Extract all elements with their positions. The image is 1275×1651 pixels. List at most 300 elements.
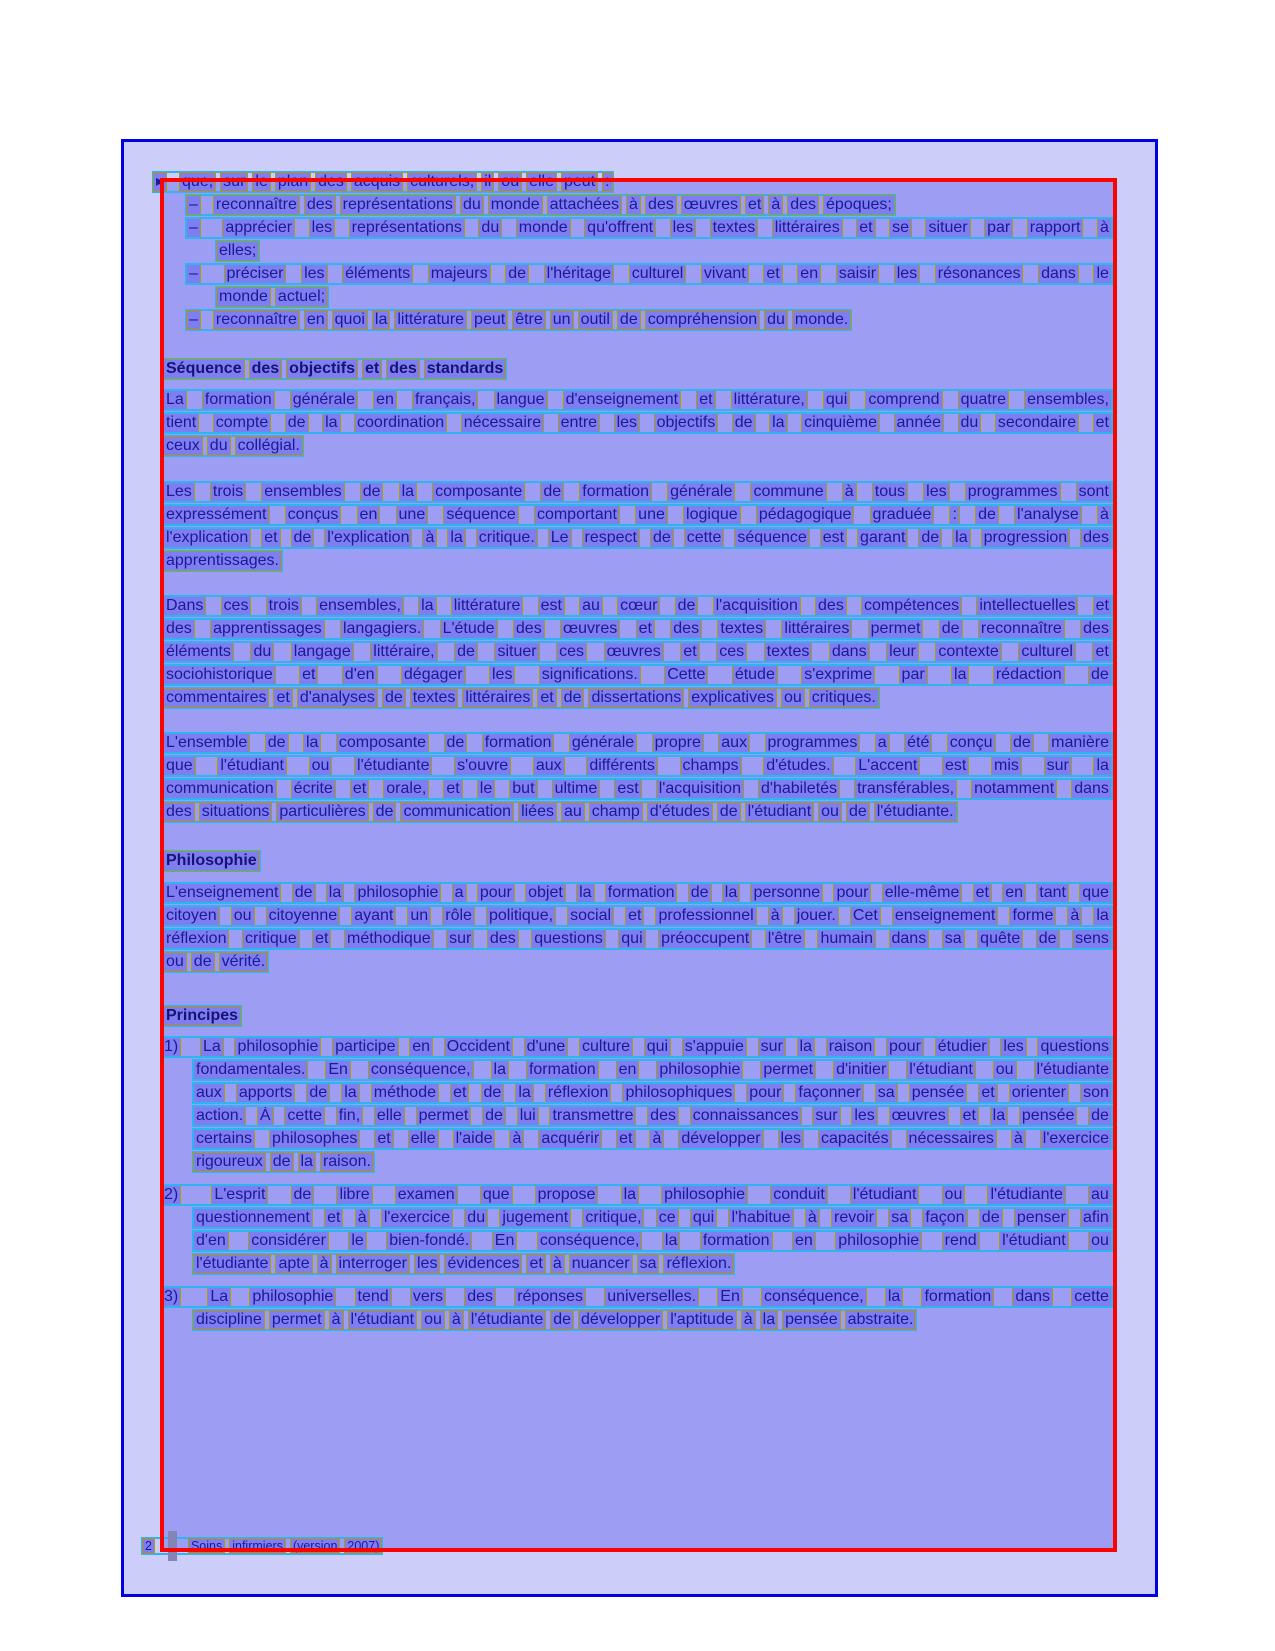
word-highlight-box[interactable]: l'étudiante	[990, 1186, 1063, 1203]
word-highlight-box[interactable]: des	[790, 196, 817, 213]
word-highlight-box[interactable]: En	[328, 1061, 348, 1078]
word-highlight-box[interactable]: de	[719, 803, 738, 820]
word-highlight-box[interactable]: notamment	[974, 780, 1055, 797]
word-highlight-box[interactable]: l'aide	[455, 1130, 493, 1147]
word-highlight-box[interactable]: à	[629, 196, 638, 213]
word-highlight-box[interactable]: les	[672, 219, 694, 236]
footer-word-highlight-box[interactable]: (version	[292, 1539, 338, 1553]
word-highlight-box[interactable]: et	[276, 689, 290, 706]
word-highlight-box[interactable]: conséquence,	[370, 1061, 471, 1078]
word-highlight-box[interactable]: compte	[215, 414, 269, 431]
word-highlight-box[interactable]: questions	[1040, 1038, 1109, 1055]
word-highlight-box[interactable]: jugement	[502, 1209, 569, 1226]
word-highlight-box[interactable]: en	[800, 265, 819, 282]
word-highlight-box[interactable]: est	[822, 529, 845, 546]
word-highlight-box[interactable]: littéraires	[465, 689, 531, 706]
word-highlight-box[interactable]: bien-fondé.	[389, 1232, 470, 1249]
word-highlight-box[interactable]: des	[489, 930, 516, 947]
word-highlight-box[interactable]: reconnaître	[980, 620, 1062, 637]
word-highlight-box[interactable]: qui	[621, 930, 643, 947]
word-highlight-box[interactable]: philosophie	[664, 1186, 746, 1203]
word-highlight-box[interactable]: quoi	[334, 311, 365, 328]
word-highlight-box[interactable]: de	[553, 1311, 572, 1328]
word-highlight-box[interactable]: l'étudiant	[747, 803, 812, 820]
word-highlight-box[interactable]: du	[767, 311, 785, 328]
word-highlight-box[interactable]: contexte	[938, 643, 999, 660]
word-highlight-box[interactable]: à	[425, 529, 435, 546]
word-highlight-box[interactable]: En	[494, 1232, 515, 1249]
word-highlight-box[interactable]: revoir	[833, 1209, 874, 1226]
word-highlight-box[interactable]: dissertations	[591, 689, 682, 706]
word-highlight-box[interactable]: sens	[1075, 930, 1109, 947]
word-highlight-box[interactable]: et	[315, 930, 329, 947]
word-highlight-box[interactable]: graduée	[872, 506, 932, 523]
word-highlight-box[interactable]: textes	[720, 620, 764, 637]
word-highlight-box[interactable]: textes	[712, 219, 756, 236]
word-highlight-box[interactable]: champs	[682, 757, 739, 774]
word-highlight-box[interactable]: d'études	[649, 803, 710, 820]
word-highlight-box[interactable]: politique,	[489, 907, 554, 924]
word-highlight-box[interactable]: l'étudiante	[470, 1311, 544, 1328]
word-highlight-box[interactable]: reconnaître	[215, 311, 297, 328]
word-highlight-box[interactable]: et	[1095, 414, 1109, 431]
word-highlight-box[interactable]: a	[877, 734, 887, 751]
word-highlight-box[interactable]: de	[485, 1107, 503, 1124]
word-highlight-box[interactable]: rôle	[445, 907, 472, 924]
word-highlight-box[interactable]: en	[618, 1061, 637, 1078]
word-highlight-box[interactable]: sociohistorique	[166, 666, 273, 683]
word-highlight-box[interactable]: réflexion	[166, 930, 227, 947]
word-highlight-box[interactable]: Principes	[166, 1007, 239, 1024]
word-highlight-box[interactable]: examen	[397, 1186, 455, 1203]
word-highlight-box[interactable]: et	[981, 1084, 995, 1101]
word-highlight-box[interactable]: monde	[490, 196, 540, 213]
word-highlight-box[interactable]: une	[398, 506, 426, 523]
word-highlight-box[interactable]: de	[362, 483, 381, 500]
word-highlight-box[interactable]: générale	[670, 483, 733, 500]
word-highlight-box[interactable]: raison.	[322, 1153, 371, 1170]
word-highlight-box[interactable]: sa	[877, 1084, 895, 1101]
word-highlight-box[interactable]: résonances	[937, 265, 1021, 282]
list-marker[interactable]: ▸	[156, 173, 165, 190]
word-highlight-box[interactable]: commune	[753, 483, 824, 500]
word-highlight-box[interactable]: acquis	[353, 173, 401, 190]
word-highlight-box[interactable]: à	[331, 1311, 341, 1328]
word-highlight-box[interactable]: compréhension	[647, 311, 758, 328]
word-highlight-box[interactable]: Occident	[446, 1038, 510, 1055]
word-highlight-box[interactable]: au	[1091, 1186, 1109, 1203]
word-highlight-box[interactable]: Dans	[166, 597, 204, 614]
list-marker[interactable]: 1)	[164, 1038, 179, 1055]
word-highlight-box[interactable]: ou	[233, 907, 252, 924]
word-highlight-box[interactable]: action.	[196, 1107, 244, 1124]
word-highlight-box[interactable]: un	[552, 311, 571, 328]
word-highlight-box[interactable]: La	[166, 391, 184, 408]
word-highlight-box[interactable]: sa	[639, 1255, 657, 1272]
word-highlight-box[interactable]: l'étudiante	[196, 1255, 269, 1272]
word-highlight-box[interactable]: composante	[435, 483, 523, 500]
word-highlight-box[interactable]: à	[1099, 219, 1109, 236]
word-highlight-box[interactable]: formation	[484, 734, 552, 751]
word-highlight-box[interactable]: humain	[820, 930, 873, 947]
word-highlight-box[interactable]: ce	[658, 1209, 676, 1226]
word-highlight-box[interactable]: quête	[980, 930, 1021, 947]
word-highlight-box[interactable]: par	[987, 219, 1011, 236]
word-highlight-box[interactable]: orale,	[386, 780, 427, 797]
word-highlight-box[interactable]: par	[901, 666, 925, 683]
word-highlight-box[interactable]: objectifs	[656, 414, 716, 431]
word-highlight-box[interactable]: la	[401, 483, 415, 500]
word-highlight-box[interactable]: personne	[753, 884, 821, 901]
word-highlight-box[interactable]: que	[166, 757, 193, 774]
word-highlight-box[interactable]: monde.	[794, 311, 849, 328]
word-highlight-box[interactable]: à	[844, 483, 854, 500]
word-highlight-box[interactable]: dans	[831, 643, 867, 660]
word-highlight-box[interactable]: et	[529, 1255, 543, 1272]
word-highlight-box[interactable]: à	[1013, 1130, 1023, 1147]
word-highlight-box[interactable]: la	[325, 414, 338, 431]
word-highlight-box[interactable]: formation	[924, 1288, 992, 1305]
word-highlight-box[interactable]: à	[357, 1209, 367, 1226]
word-highlight-box[interactable]: L'ensemble	[166, 734, 248, 751]
word-highlight-box[interactable]: plan	[277, 173, 309, 190]
word-highlight-box[interactable]: vérité.	[221, 953, 266, 970]
word-highlight-box[interactable]: La	[202, 1038, 221, 1055]
word-highlight-box[interactable]: ou	[784, 689, 802, 706]
word-highlight-box[interactable]: capacités	[820, 1130, 889, 1147]
word-highlight-box[interactable]: l'étudiant	[1002, 1232, 1066, 1249]
word-highlight-box[interactable]: des	[515, 620, 542, 637]
word-highlight-box[interactable]: de	[287, 414, 306, 431]
word-highlight-box[interactable]: L'étude	[442, 620, 495, 637]
word-highlight-box[interactable]: l'héritage	[546, 265, 612, 282]
word-highlight-box[interactable]: de	[508, 265, 527, 282]
word-highlight-box[interactable]: et	[699, 391, 713, 408]
word-highlight-box[interactable]: critique	[245, 930, 297, 947]
word-highlight-box[interactable]: lui	[519, 1107, 536, 1124]
word-highlight-box[interactable]: la	[1096, 757, 1109, 774]
word-highlight-box[interactable]: œuvres	[683, 196, 738, 213]
word-highlight-box[interactable]: et	[962, 1107, 976, 1124]
word-highlight-box[interactable]: Cet	[852, 907, 878, 924]
word-highlight-box[interactable]: saisir	[838, 265, 877, 282]
word-highlight-box[interactable]: à	[1070, 907, 1080, 924]
word-highlight-box[interactable]: et	[859, 219, 873, 236]
word-highlight-box[interactable]: éléments	[345, 265, 411, 282]
word-highlight-box[interactable]: cette	[287, 1107, 323, 1124]
word-highlight-box[interactable]: œuvres	[891, 1107, 946, 1124]
word-highlight-box[interactable]: sur	[1046, 757, 1069, 774]
word-highlight-box[interactable]: apprentissages	[213, 620, 322, 637]
word-highlight-box[interactable]: culturel	[631, 265, 684, 282]
word-highlight-box[interactable]: de	[446, 734, 465, 751]
word-highlight-box[interactable]: année	[896, 414, 942, 431]
word-highlight-box[interactable]: la	[1096, 907, 1109, 924]
word-highlight-box[interactable]: de	[293, 1186, 312, 1203]
word-highlight-box[interactable]: la	[664, 1232, 678, 1249]
word-highlight-box[interactable]: à	[770, 907, 780, 924]
word-highlight-box[interactable]: aux	[196, 1084, 222, 1101]
word-highlight-box[interactable]: à	[652, 1130, 662, 1147]
word-highlight-box[interactable]: raison	[828, 1038, 873, 1055]
word-highlight-box[interactable]: sur	[223, 173, 246, 190]
word-highlight-box[interactable]: ou	[995, 1061, 1014, 1078]
word-highlight-box[interactable]: d'en	[344, 666, 375, 683]
word-highlight-box[interactable]: vers	[412, 1288, 444, 1305]
word-highlight-box[interactable]: ultime	[554, 780, 598, 797]
word-highlight-box[interactable]: de	[1038, 930, 1057, 947]
word-highlight-box[interactable]: de	[563, 689, 582, 706]
word-highlight-box[interactable]: Séquence	[166, 360, 242, 377]
word-highlight-box[interactable]: formation	[702, 1232, 770, 1249]
word-highlight-box[interactable]: cette	[686, 529, 722, 546]
word-highlight-box[interactable]: le	[479, 780, 493, 797]
word-highlight-box[interactable]: à	[807, 1209, 817, 1226]
word-highlight-box[interactable]: pour	[479, 884, 512, 901]
word-highlight-box[interactable]: communication	[403, 803, 512, 820]
word-highlight-box[interactable]: interroger	[338, 1255, 407, 1272]
word-highlight-box[interactable]: la	[762, 1311, 776, 1328]
word-highlight-box[interactable]: commentaires	[166, 689, 267, 706]
word-highlight-box[interactable]: que	[482, 1186, 510, 1203]
word-highlight-box[interactable]: fin,	[338, 1107, 361, 1124]
word-highlight-box[interactable]: œuvres	[563, 620, 618, 637]
word-highlight-box[interactable]: des	[1083, 620, 1109, 637]
word-highlight-box[interactable]: des	[166, 803, 192, 820]
word-highlight-box[interactable]: de	[309, 1084, 328, 1101]
word-highlight-box[interactable]: la	[887, 1288, 901, 1305]
word-highlight-box[interactable]: et	[975, 884, 989, 901]
word-highlight-box[interactable]: critique,	[585, 1209, 642, 1226]
word-highlight-box[interactable]: différents	[589, 757, 655, 774]
word-highlight-box[interactable]: du	[209, 437, 228, 454]
word-highlight-box[interactable]: apte	[278, 1255, 310, 1272]
word-highlight-box[interactable]: les	[416, 1255, 438, 1272]
word-highlight-box[interactable]: du	[467, 1209, 486, 1226]
word-highlight-box[interactable]: les	[854, 1107, 875, 1124]
word-highlight-box[interactable]: de	[619, 311, 638, 328]
word-highlight-box[interactable]: et	[302, 666, 316, 683]
word-highlight-box[interactable]: citoyenne	[268, 907, 338, 924]
word-highlight-box[interactable]: de	[193, 953, 212, 970]
word-highlight-box[interactable]: universelles.	[607, 1288, 697, 1305]
word-highlight-box[interactable]: pensée	[1021, 1107, 1075, 1124]
word-highlight-box[interactable]: les	[1003, 1038, 1024, 1055]
word-highlight-box[interactable]: culturels,	[410, 173, 475, 190]
word-highlight-box[interactable]: L'enseignement	[166, 884, 279, 901]
word-highlight-box[interactable]: français,	[414, 391, 476, 408]
word-highlight-box[interactable]: pour	[749, 1084, 782, 1101]
word-highlight-box[interactable]: façonner	[798, 1084, 861, 1101]
word-highlight-box[interactable]: du	[462, 196, 481, 213]
word-highlight-box[interactable]: sur	[449, 930, 472, 947]
word-highlight-box[interactable]: littéraire,	[373, 643, 435, 660]
word-highlight-box[interactable]: Cette	[667, 666, 706, 683]
word-highlight-box[interactable]: ces	[559, 643, 585, 660]
word-highlight-box[interactable]: à	[552, 1255, 562, 1272]
word-highlight-box[interactable]: et	[453, 1084, 467, 1101]
word-highlight-box[interactable]: de	[457, 643, 475, 660]
word-highlight-box[interactable]: apprentissages.	[166, 552, 279, 569]
word-highlight-box[interactable]: elle-même	[884, 884, 960, 901]
word-highlight-box[interactable]: les	[304, 265, 325, 282]
word-highlight-box[interactable]: philosophie	[252, 1288, 334, 1305]
word-highlight-box[interactable]: préoccupent	[661, 930, 750, 947]
word-highlight-box[interactable]: liées	[521, 803, 554, 820]
word-highlight-box[interactable]: des	[166, 620, 192, 637]
word-highlight-box[interactable]: elle	[529, 173, 554, 190]
word-highlight-box[interactable]: pédagogique	[758, 506, 852, 523]
word-highlight-box[interactable]: en	[359, 506, 378, 523]
word-highlight-box[interactable]: ou	[424, 1311, 442, 1328]
word-highlight-box[interactable]: l'étudiant	[350, 1311, 415, 1328]
word-highlight-box[interactable]: situer	[928, 219, 968, 236]
word-highlight-box[interactable]: l'étudiant	[852, 1186, 917, 1203]
word-highlight-box[interactable]: culturel	[1021, 643, 1073, 660]
word-highlight-box[interactable]: cœur	[620, 597, 658, 614]
word-highlight-box[interactable]: de	[677, 597, 696, 614]
word-highlight-box[interactable]: d'études.	[766, 757, 831, 774]
word-highlight-box[interactable]: tend	[357, 1288, 389, 1305]
word-highlight-box[interactable]: la	[306, 734, 319, 751]
word-highlight-box[interactable]: attachées	[549, 196, 620, 213]
word-highlight-box[interactable]: ensembles	[264, 483, 342, 500]
word-highlight-box[interactable]: d'analyses	[299, 689, 375, 706]
word-highlight-box[interactable]: époques;	[826, 196, 892, 213]
word-highlight-box[interactable]: outil	[580, 311, 610, 328]
list-marker[interactable]: –	[189, 311, 198, 328]
word-highlight-box[interactable]: la	[450, 529, 463, 546]
word-highlight-box[interactable]: conçu	[949, 734, 993, 751]
word-highlight-box[interactable]: situations	[201, 803, 270, 820]
word-highlight-box[interactable]: représentations	[351, 219, 462, 236]
word-highlight-box[interactable]: Le	[550, 529, 569, 546]
list-marker[interactable]: –	[189, 265, 198, 282]
word-highlight-box[interactable]: la	[955, 529, 968, 546]
word-highlight-box[interactable]: langue	[496, 391, 545, 408]
word-highlight-box[interactable]: de	[1091, 1107, 1109, 1124]
word-highlight-box[interactable]: la	[992, 1107, 1006, 1124]
word-highlight-box[interactable]: reconnaître	[215, 196, 297, 213]
word-highlight-box[interactable]: textes	[766, 643, 810, 660]
word-highlight-box[interactable]: et	[638, 620, 652, 637]
word-highlight-box[interactable]: champ	[591, 803, 640, 820]
word-highlight-box[interactable]: des	[389, 360, 417, 377]
word-highlight-box[interactable]: monde	[518, 219, 568, 236]
word-highlight-box[interactable]: dans	[1015, 1288, 1051, 1305]
word-highlight-box[interactable]: la	[579, 884, 592, 901]
word-highlight-box[interactable]: de	[848, 803, 867, 820]
word-highlight-box[interactable]: développer	[581, 1311, 661, 1328]
word-highlight-box[interactable]: ensembles,	[319, 597, 401, 614]
word-highlight-box[interactable]: elles;	[219, 242, 257, 259]
word-highlight-box[interactable]: dans	[1074, 780, 1109, 797]
word-highlight-box[interactable]: est	[945, 757, 967, 774]
word-highlight-box[interactable]: collégial.	[237, 437, 300, 454]
word-highlight-box[interactable]: à	[1099, 506, 1109, 523]
word-highlight-box[interactable]: trois	[212, 483, 244, 500]
word-highlight-box[interactable]: ceux	[166, 437, 200, 454]
word-highlight-box[interactable]: des	[673, 620, 700, 637]
word-highlight-box[interactable]: respect	[584, 529, 637, 546]
word-highlight-box[interactable]: est	[540, 597, 562, 614]
word-highlight-box[interactable]: et	[540, 689, 554, 706]
word-highlight-box[interactable]: littéraires	[774, 219, 840, 236]
word-highlight-box[interactable]: et	[683, 643, 697, 660]
list-marker[interactable]: –	[189, 196, 198, 213]
word-highlight-box[interactable]: majeurs	[430, 265, 488, 282]
word-highlight-box[interactable]: de	[1012, 734, 1031, 751]
word-highlight-box[interactable]: au	[563, 803, 582, 820]
word-highlight-box[interactable]: À	[259, 1107, 271, 1124]
word-highlight-box[interactable]: pour	[888, 1038, 921, 1055]
word-highlight-box[interactable]: actuel;	[277, 288, 326, 305]
word-highlight-box[interactable]: en	[306, 311, 325, 328]
word-highlight-box[interactable]: littéraires	[784, 620, 850, 637]
word-highlight-box[interactable]: critiques.	[811, 689, 876, 706]
word-highlight-box[interactable]: s'exprime	[804, 666, 873, 683]
word-highlight-box[interactable]: littérature,	[733, 391, 805, 408]
word-highlight-box[interactable]: apprécier	[225, 219, 293, 236]
word-highlight-box[interactable]: de	[543, 483, 562, 500]
word-highlight-box[interactable]: permet	[763, 1061, 814, 1078]
word-highlight-box[interactable]: langagiers.	[342, 620, 422, 637]
word-highlight-box[interactable]: une	[638, 506, 665, 523]
word-highlight-box[interactable]: les	[896, 265, 918, 282]
word-highlight-box[interactable]: préciser	[226, 265, 284, 282]
word-highlight-box[interactable]: générale	[571, 734, 635, 751]
word-highlight-box[interactable]: formation	[204, 391, 272, 408]
word-highlight-box[interactable]: orienter	[1011, 1084, 1066, 1101]
word-highlight-box[interactable]: été	[907, 734, 930, 751]
word-highlight-box[interactable]: générale	[292, 391, 355, 408]
word-highlight-box[interactable]: littérature	[397, 311, 465, 328]
word-highlight-box[interactable]: et	[446, 780, 460, 797]
footer-word-highlight-box[interactable]: infirmiers	[232, 1539, 283, 1553]
word-highlight-box[interactable]: L'accent	[858, 757, 918, 774]
word-highlight-box[interactable]: de	[375, 803, 394, 820]
word-highlight-box[interactable]: à	[512, 1130, 522, 1147]
word-highlight-box[interactable]: l'étudiante	[1036, 1061, 1109, 1078]
word-highlight-box[interactable]: mis	[994, 757, 1019, 774]
word-highlight-box[interactable]: réflexion.	[666, 1255, 732, 1272]
word-highlight-box[interactable]: ou	[944, 1186, 963, 1203]
footer-word-highlight-box[interactable]: 2007)	[347, 1539, 380, 1553]
word-highlight-box[interactable]: des	[1083, 529, 1109, 546]
word-highlight-box[interactable]: standards	[426, 360, 504, 377]
word-highlight-box[interactable]: au	[582, 597, 600, 614]
word-highlight-box[interactable]: étude	[734, 666, 775, 683]
word-highlight-box[interactable]: de	[978, 506, 996, 523]
word-highlight-box[interactable]: ayant	[354, 907, 394, 924]
word-highlight-box[interactable]: cette	[1074, 1288, 1109, 1305]
word-highlight-box[interactable]: transmettre	[552, 1107, 634, 1124]
word-highlight-box[interactable]: a	[454, 884, 464, 901]
word-highlight-box[interactable]: connaissances	[692, 1107, 799, 1124]
word-highlight-box[interactable]: progression	[983, 529, 1068, 546]
word-highlight-box[interactable]: la	[954, 666, 967, 683]
word-highlight-box[interactable]: de	[293, 529, 312, 546]
word-highlight-box[interactable]: de	[690, 884, 709, 901]
word-highlight-box[interactable]: du	[481, 219, 500, 236]
word-highlight-box[interactable]: séquence	[446, 506, 516, 523]
word-highlight-box[interactable]: peut	[474, 311, 506, 328]
word-highlight-box[interactable]: la	[623, 1186, 637, 1203]
word-highlight-box[interactable]: d'enseignement	[565, 391, 679, 408]
word-highlight-box[interactable]: intellectuelles	[979, 597, 1076, 614]
word-highlight-box[interactable]: questionnement	[196, 1209, 310, 1226]
word-highlight-box[interactable]: d'une	[526, 1038, 566, 1055]
